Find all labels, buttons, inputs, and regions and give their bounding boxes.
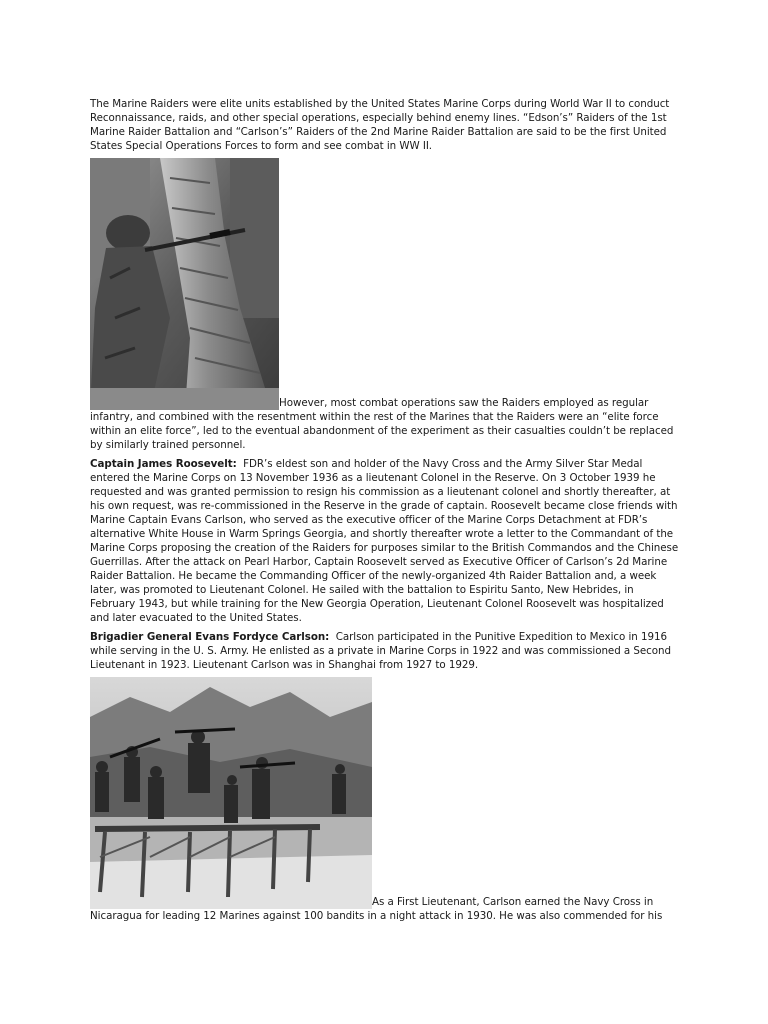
roosevelt-paragraph: [90, 457, 680, 625]
marine-aiming-rifle-photo: [90, 158, 279, 410]
carlson-continued-paragraph: [90, 677, 680, 923]
roosevelt-heading: Captain James Roosevelt:: [90, 458, 237, 470]
after-photo1-text: However, most combat operations saw the Raiders employed as regular infantry, and combined with the resentment within the rest of the Marines that the Raiders were an “elite force within an elite force”, led to the eventual abandonment of the experiment as their casualties couldn’t be replaced by similarly trained personnel.: [90, 397, 674, 451]
raiders-paragraph: [90, 158, 680, 452]
carlson-heading: Brigadier General Evans Fordyce Carlson:: [90, 631, 330, 643]
roosevelt-body: FDR’s eldest son and holder of the Navy Cross and the Army Silver Star Medal entered the Marine Corps on 13 November 1936 as a lieutenant Colonel in the Reserve. On 3 October 1939 he requested and was granted permission to resign his commission as a lieutenant colonel and shortly thereafter, at his own request, was re-commissioned in the Reserve in the grade of captain. Roosevelt became close friends with Marine Captain Evans Carlson, who served as the executive officer of the Marine Corps Detachment at FDR’s alternative White House in Warm Springs Georgia, and shortly thereafter wrote a letter to the Commandant of the Marine Corps proposing the creation of the Raiders for purposes similar to the British Commandos and the Chinese Guerrillas. After the attack on Pearl Harbor, Captain Roosevelt served as Executive Officer of Carlson’s 2d Marine Raider Battalion. He became the Commanding Officer of the newly-organized 4th Raider Battalion and, a week later, was promoted to Lieutenant Colonel. He sailed with the battalion to Espiritu Santo, New Hebrides, in February 1943, but while training for the New Georgia Operation, Lieutenant Colonel Roosevelt was hospitalized and later evacuated to the United States.: [90, 458, 679, 624]
after-photo2-text: As a First Lieutenant, Carlson earned the Navy Cross in Nicaragua for leading 12 Marines against 100 bandits in a night attack in 1930. He was also commended for his: [90, 896, 663, 922]
intro-paragraph: The Marine Raiders were elite units established by the United States Marine Corps during World War II to conduct Reconnaissance, raids, and other special operations, especially behind enemy lines. “Edson’s” Raiders of the 1st Marine Raider Battalion and “Carlson’s” Raiders of the 2nd Marine Raider Battalion are said to be the first United States Special Operations Forces to form and see combat in WW II.: [90, 98, 670, 152]
raiders-crossing-bridge-photo: [90, 677, 372, 909]
carlson-paragraph: [90, 630, 680, 672]
document-page: [90, 97, 680, 928]
carlson-body: Carlson participated in the Punitive Expedition to Mexico in 1916 while serving in the U. S. Army. He enlisted as a private in Marine Corps in 1922 and was commissioned a Second Lieutenant in 1923. Lieutenant Carlson was in Shanghai from 1927 to 1929.: [90, 631, 671, 671]
